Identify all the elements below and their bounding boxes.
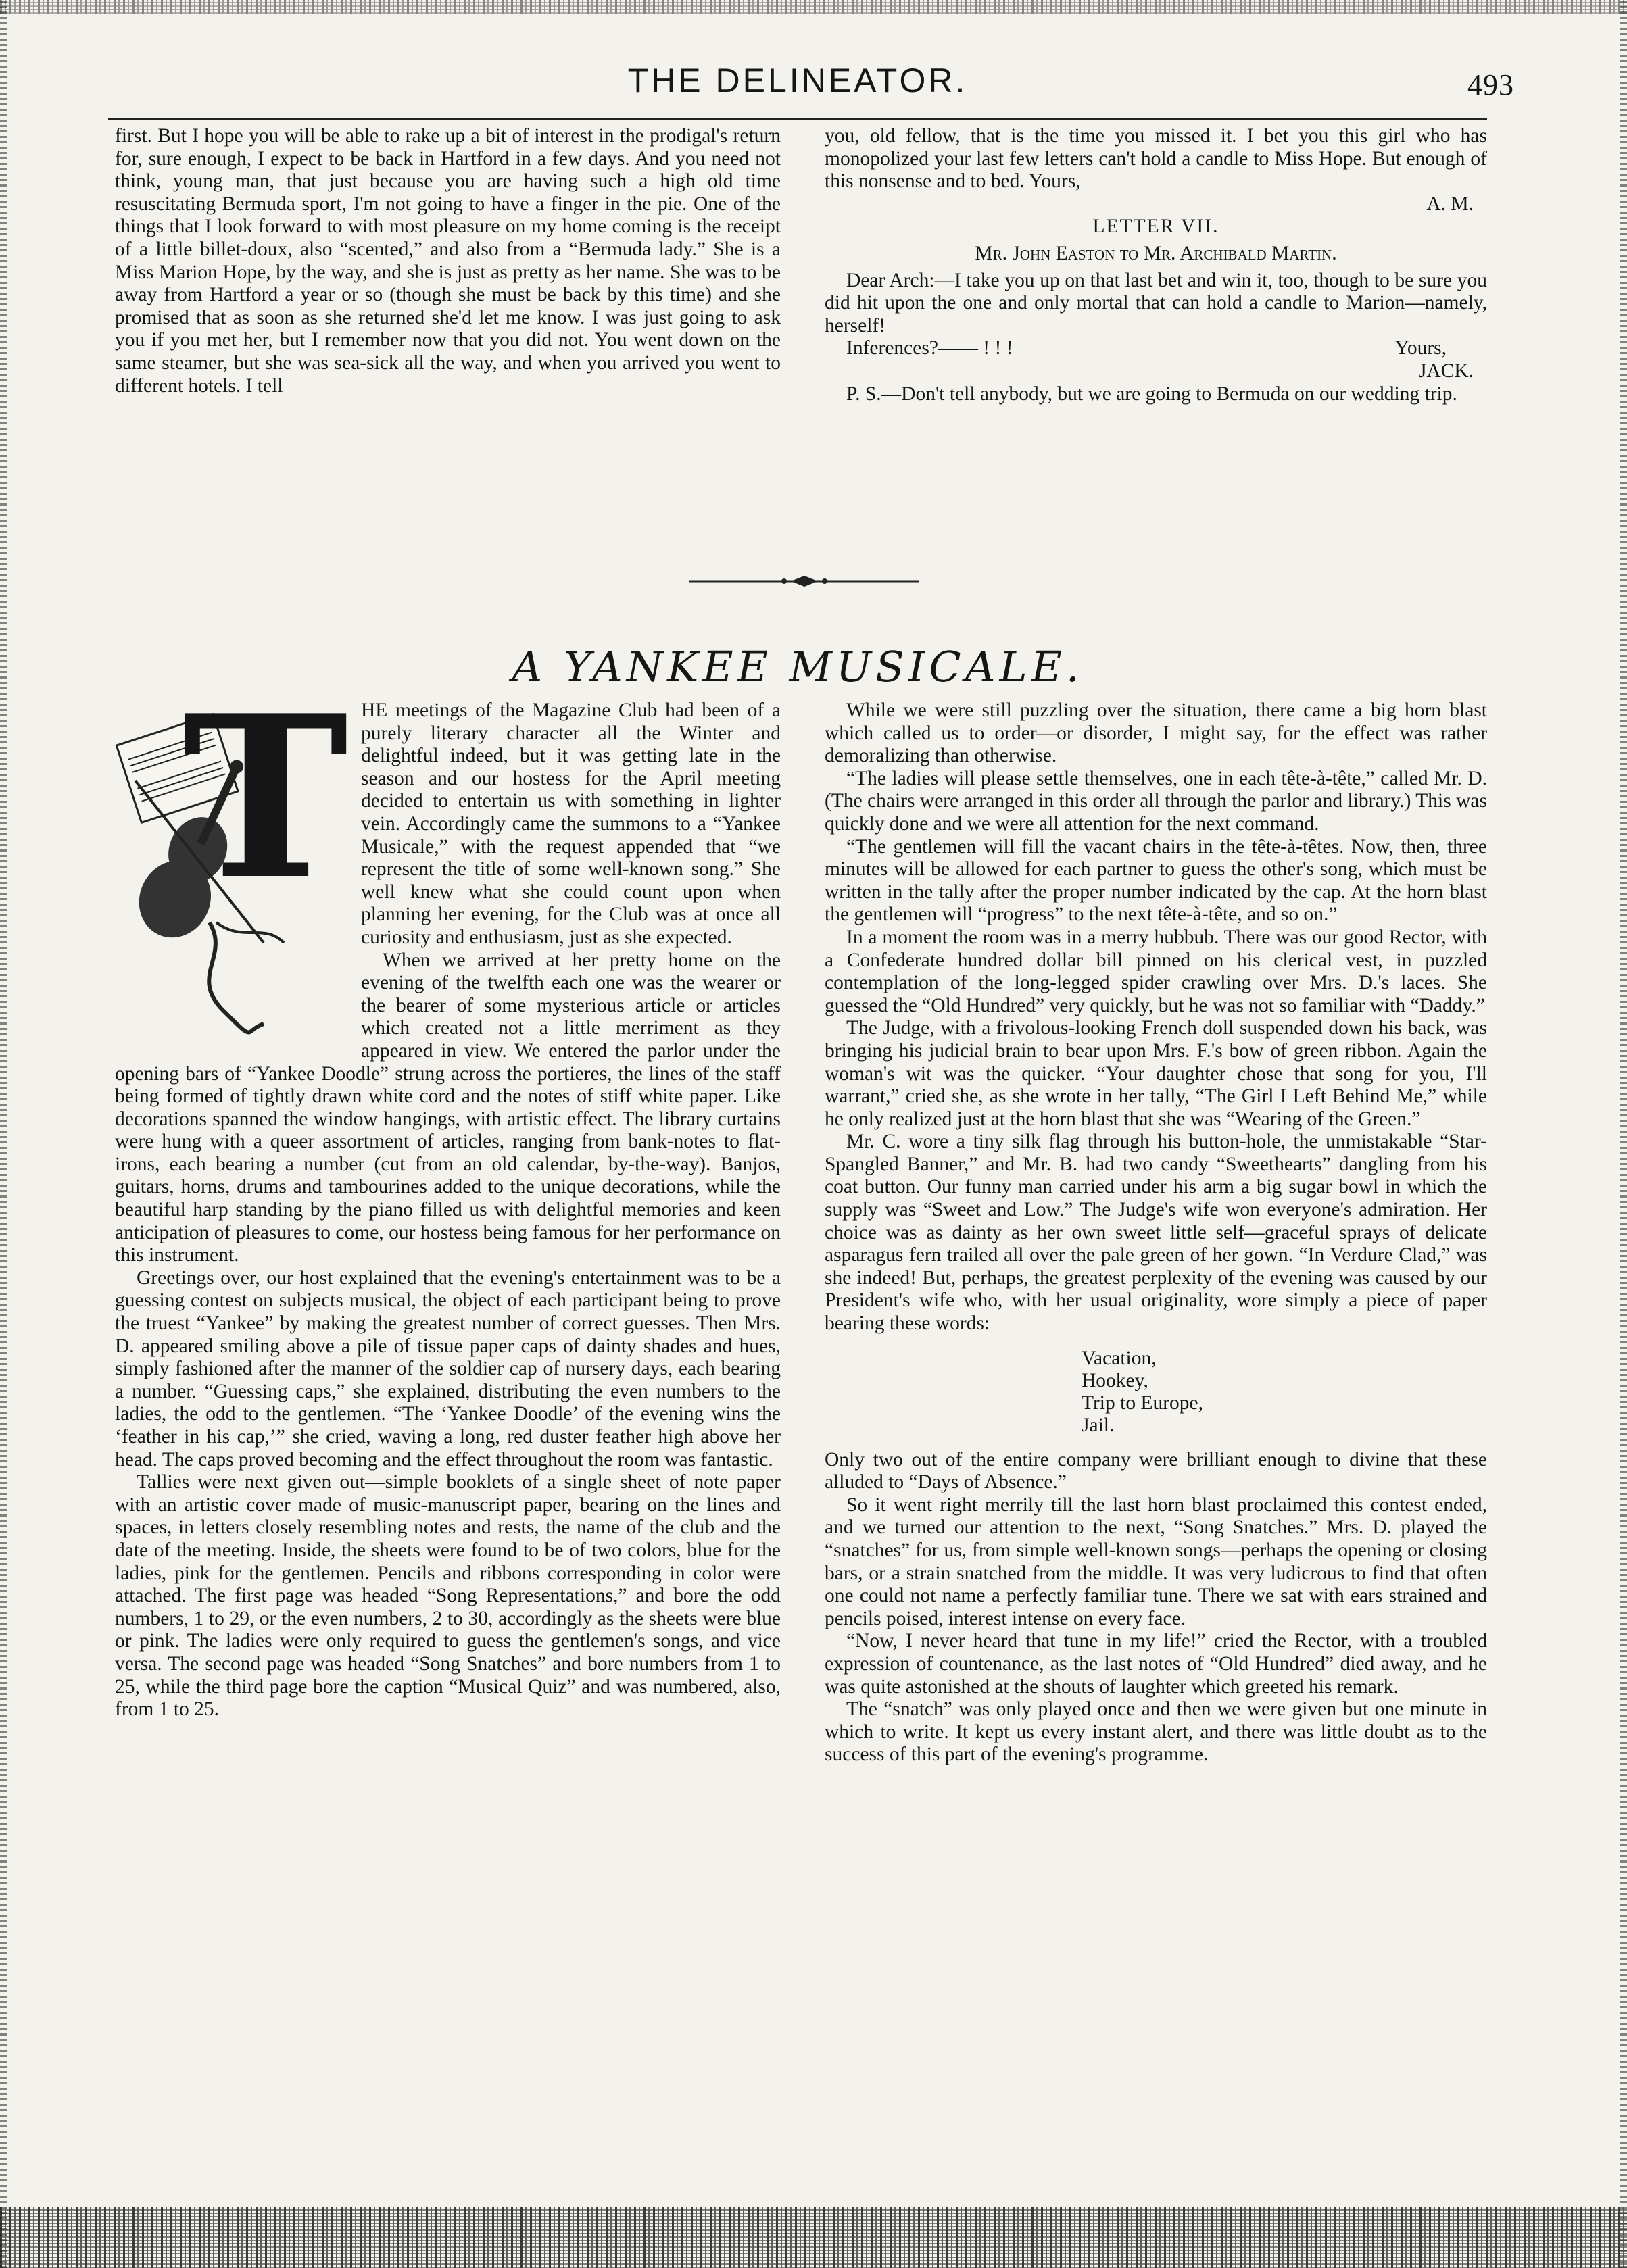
scan-edge-right bbox=[1620, 0, 1627, 2268]
scan-edge-left bbox=[0, 0, 7, 2268]
article-paragraph-10: Mr. C. wore a tiny silk flag through his button-hole, the unmistakable “Star-Spangled Banner,” and Mr. B. had two candy “Sweethearts” dangling from his coat button. Our funny man carried under his arm a big sugar bowl in which the supply was “Sweet and Low.” The Judge's wife won everyone's admiration. Her choice was as dainty as her own sweet little self—graceful sprays of delicate asparagus fern trailed all over the pale green of her gown. “In Verdure Clad,” was she indeed! But, perhaps, the greatest perplexity of the evening was caused by our President's wife who, with her usual originality, wore simply a piece of paper bearing these words: bbox=[825, 1131, 1487, 1335]
page-number: 493 bbox=[1467, 68, 1514, 101]
poem-line: Trip to Europe, bbox=[1082, 1391, 1204, 1414]
scan-edge-top bbox=[0, 0, 1627, 14]
article-paragraph-1: HE meetings of the Magazine Club had been of a purely literary character all the Winter and delightful indeed, but it was getting late in the season and our hostess for the April meeting decided to entertain us with something in lighter vein. Accordingly came the summons to a “Yankee Musicale,” with the request appended that “we represent the title of some well-known song.” She well knew what she could count upon when planning her evening, for the Club was at once all curiosity and enthusiasm, just as she expected. bbox=[361, 699, 781, 948]
magazine-title: THE DELINEATOR. bbox=[627, 61, 968, 99]
article-right-column bbox=[825, 699, 1487, 1767]
poem-line: Vacation, bbox=[1082, 1347, 1157, 1369]
article-paragraph-7: “The gentlemen will fill the vacant chairs in the tête-à-têtes. Now, then, three minutes will be allowed for each partner to guess the other's song, which must be written in the tally after the proper number indicated by the cap. At the horn blast the gentlemen will “progress” to the next tête-à-tête, and so on.” bbox=[825, 835, 1487, 926]
dropcap-letter: T bbox=[183, 666, 349, 929]
dropcap-illustration bbox=[108, 666, 351, 1037]
article-paragraph-5: While we were still puzzling over the situation, there came a big horn blast which called us to order—or disorder, I might say, for the effect was rather demoralizing than otherwise. bbox=[825, 699, 1487, 767]
article-paragraph-13: “Now, I never heard that tune in my life!” cried the Rector, with a troubled expression of countenance, as the last notes of “Old Hundred” died away, and he was quite astonished at the shouts of laughter which greeted his remark. bbox=[825, 1630, 1487, 1698]
article-paragraph-8: In a moment the room was in a merry hubbub. There was our good Rector, with a Confederate hundred dollar bill pinned on his clerical vest, in puzzled contemplation of the long-legged spider crawling over Mrs. D.'s laces. She guessed the “Old Hundred” very quickly, but he was not so familiar with “Daddy.” bbox=[825, 926, 1487, 1016]
poem-line: Jail. bbox=[1082, 1414, 1115, 1436]
postscript: P. S.—Don't tell anybody, but we are going to Bermuda on our wedding trip. bbox=[846, 383, 1457, 405]
letter-address: Mr. John Easton to Mr. Archibald Martin. bbox=[975, 242, 1337, 264]
article-paragraph-4: Tallies were next given out—simple booklets of a single sheet of note paper with an artistic cover made of music-manuscript paper, bearing on the lines and spaces, in letters closely resembling notes and rests, the name of the club and the date of the meeting. Inside, the sheets were found to be of two colors, blue for the ladies, pink for the gentlemen. Pencils and ribbons corresponding in color were attached. The first page was headed “Song Representations,” and bore the odd numbers, 1 to 29, or the even numbers, 2 to 30, accordingly as the sheets were blue or pink. The ladies were only required to guess the gentlemen's songs, and vice versa. The second page was headed “Song Snatches” and bore numbers from 1 to 25, while the third page bore the caption “Musical Quiz” and was numbered, also, from 1 to 25. bbox=[115, 1471, 781, 1721]
letter-heading: LETTER VII. bbox=[1092, 216, 1219, 238]
article-left-column bbox=[115, 666, 781, 1721]
article-paragraph-6: “The ladies will please settle themselves, one in each tête-à-tête,” called Mr. D. (The chairs were arranged in this order all through the parlor and library.) This was quickly done and we were all attention for the next command. bbox=[825, 767, 1487, 835]
signature-am: A. M. bbox=[1426, 193, 1474, 215]
running-head bbox=[108, 61, 1514, 108]
article-paragraph-3: Greetings over, our host explained that the evening's entertainment was to be a guessing contest on subjects musical, the object of each participant being to prove the truest “Yankee” by making the greatest number of correct guesses. Then Mrs. D. appeared smiling above a pile of tissue paper caps of dainty shades and hues, simply fashioned after the manner of the soldier cap of nursery days, each bearing a number. “Guessing caps,” she explained, distributing the even numbers to the ladies, the odd to the gentlemen. “The ‘Yankee Doodle’ of the evening wins the ‘feather in his cap,’” she cried, waving a long, red duster feather high above her head. The caps proved becoming and the effect throughout the room was fantastic. bbox=[115, 1266, 781, 1471]
letter-continuation-text: first. But I hope you will be able to rake up a bit of interest in the prodigal's return for, sure enough, I expect to be back in Hartford in a few days. And you need not think, young man, that just because you are having such a high old time resuscitating Bermuda sport, I'm not going to have a finger in the pie. One of the things that I look forward to with most pleasure on my home coming is the receipt of a little billet-doux, also “scented,” and also from a “Bermuda lady.” She is a Miss Marion Hope, by the way, and she is just as pretty as her name. She was to be away from Hartford a year or so (though she must be back by this time) and she promised that as soon as she returned she'd let me know. I was just going to ask you if you met her, but I remember now that you did not. You went down on the same steamer, but she was sea-sick all the way, and when you arrived you went to different hotels. I tell bbox=[115, 125, 781, 397]
inferences-text: Inferences?—— ! ! ! bbox=[846, 337, 1013, 360]
article-paragraph-11: Only two out of the entire company were brilliant enough to divine that these alluded to “Days of Absence.” bbox=[825, 1448, 1487, 1494]
poem-line: Hookey, bbox=[1082, 1369, 1148, 1391]
article-paragraph-9: The Judge, with a frivolous-looking French doll suspended down his back, was bringing his judicial brain to bear upon Mrs. F.'s bow of green ribbon. Again the woman's wit was the quicker. “Your daughter chose that song for you, I'll warrant,” cried she, as she wrote in her tally, “The Girl I Left Behind Me,” while he only realized just at the horn blast that she was “Wearing of the Green.” bbox=[825, 1017, 1487, 1130]
article-paragraph-2: When we arrived at her pretty home on the evening of the twelfth each one was the wearer or the bearer of some mysterious article or articles which created not a little merriment as they appeared in view. We entered the parlor under the opening bars of “Yankee Doodle” strung across the portieres, the lines of the staff being formed of tightly drawn white cord and the notes of stiff white paper. Like decorations spanned the window hangings, with artistic effect. The library curtains were hung with a queer assortment of articles, ranging from bank-notes to flat-irons, each bearing a number (cut from an old calendar, by-the-way). Banjos, guitars, horns, drums and tambourines added to the unique decorations, while the beautiful harp standing by the piano filled us with delightful memories and keen anticipation of pleasures to come, our hostess being famous for her performance on this instrument. bbox=[115, 949, 781, 1266]
letter-inferences bbox=[825, 337, 1487, 360]
article-paragraph-14: The “snatch” was only played once and then we were given but one minute in which to write. It kept us every instant alert, and there was little doubt as to the success of this part of the evening's programme. bbox=[825, 1698, 1487, 1766]
signature-jack: JACK. bbox=[1418, 360, 1474, 382]
ornament-divider bbox=[689, 574, 919, 588]
article-paragraph-12: So it went right merrily till the last horn blast proclaimed this contest ended, and we turned our attention to the next, “Song Snatches.” Mrs. D. played the “snatches” for us, from simple well-known songs—perhaps the opening or closing bars, or a strain snatched from the middle. It was very ludicrous to find that often one could not name a perfectly familiar tune. There we sat with ears strained and pencils poised, interest intense on every face. bbox=[825, 1494, 1487, 1629]
letter-body: Dear Arch:—I take you up on that last bet and win it, too, though to be sure you did hit upon the one and only mortal that can hold a candle to Marion—namely, herself! bbox=[825, 269, 1487, 337]
paper-words-list bbox=[825, 1348, 1487, 1437]
letter-closing-text: you, old fellow, that is the time you missed it. I bet you this girl who has monopolized your last few letters can't hold a candle to Miss Hope. But enough of this nonsense and to bed. Yours, bbox=[825, 125, 1487, 193]
header-rule bbox=[108, 118, 1487, 120]
article-title: A YANKEE MUSICALE. bbox=[512, 642, 1084, 691]
letter-right-column bbox=[825, 125, 1487, 405]
magazine-page bbox=[108, 41, 1514, 2190]
letter-left-column bbox=[115, 125, 781, 397]
scan-edge-bottom bbox=[0, 2207, 1627, 2268]
yours-text: Yours, bbox=[1394, 337, 1447, 360]
